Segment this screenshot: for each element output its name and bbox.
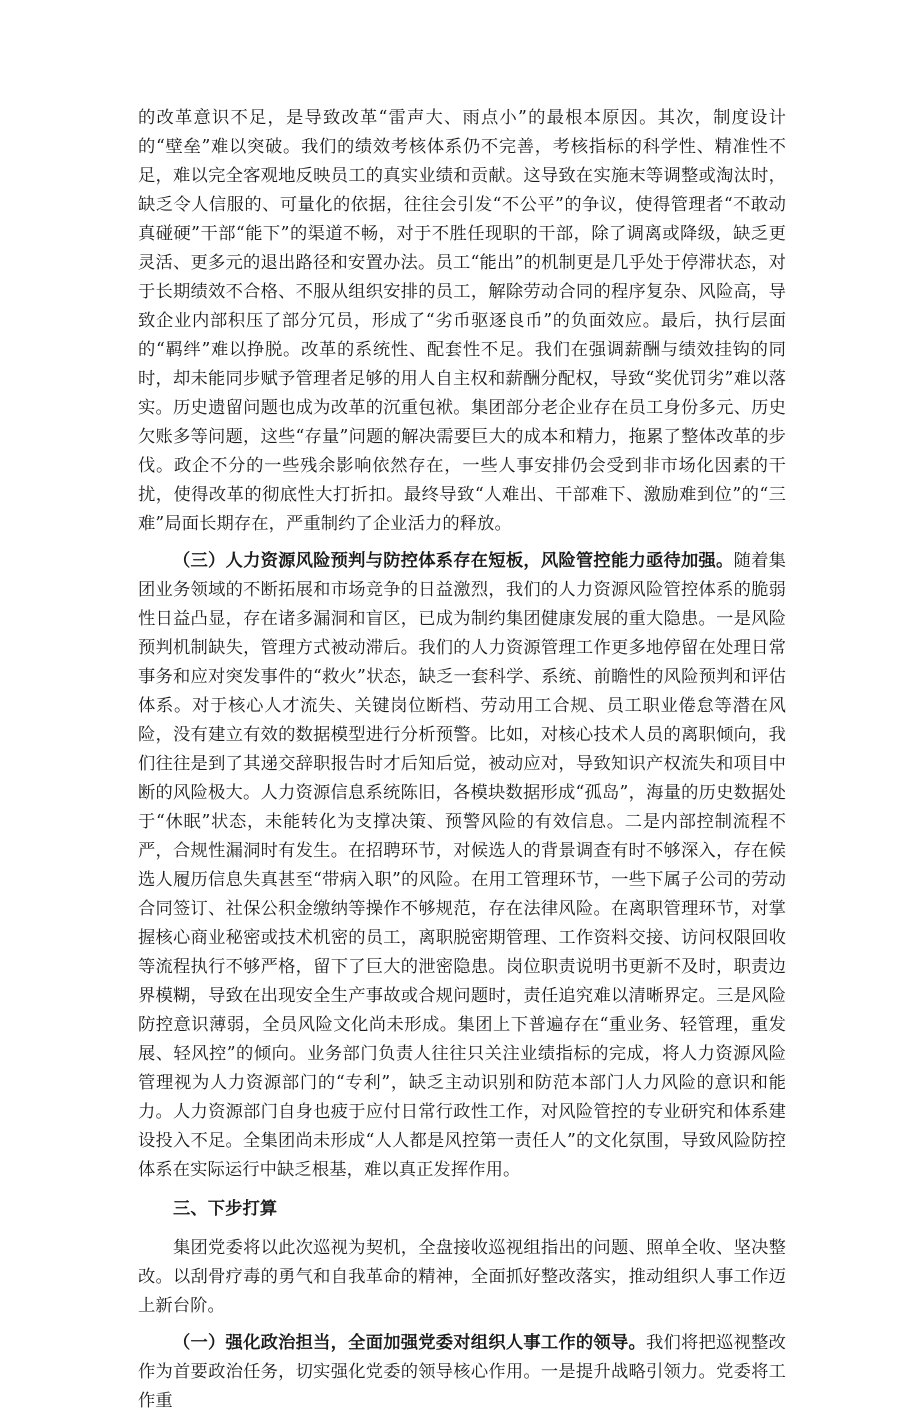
paragraph-political-responsibility bbox=[138, 1329, 786, 1416]
paragraph-reform-obstacles: 的改革意识不足，是导致改革“雷声大、雨点小”的最根本原因。其次，制度设计的“壁垒”难以突破。我们的绩效考核体系仍不完善，考核指标的科学性、精准性不足，难以完全客观地反映员工的真实业绩和贡献。这导致在实施末等调整或淘汰时，缺乏令人信服的、可量化的依据，往往会引发“不公平”的争议，使得管理者“不敢动真碰硬”干部“能下”的渠道不畅，对于不胜任现职的干部，除了调离或降级，缺乏更灵活、更多元的退出路径和安置办法。员工“能出”的机制更是几乎处于停滞状态，对于长期绩效不合格、不服从组织安排的员工，解除劳动合同的程序复杂、风险高，导致企业内部积压了部分冗员，形成了“劣币驱逐良币”的负面效应。最后，执行层面的“羁绊”难以挣脱。改革的系统性、配套性不足。我们在强调薪酬与绩效挂钩的同时，却未能同步赋予管理者足够的用人自主权和薪酬分配权，导致“奖优罚劣”难以落实。历史遗留问题也成为改革的沉重包袱。集团部分老企业存在员工身份多元、历史欠账多等问题，这些“存量”问题的解决需要巨大的成本和精力，拖累了整体改革的步伐。政企不分的一些残余影响依然存在，一些人事安排仍会受到非市场化因素的干扰，使得改革的彻底性大打折扣。最终导致“人难出、干部难下、激励难到位”的“三难”局面长期存在，严重制约了企业活力的释放。 bbox=[138, 108, 786, 534]
paragraph-hr-risk bbox=[138, 547, 786, 1185]
section-heading-next-steps: 三、下步打算 bbox=[173, 1199, 278, 1219]
paragraph-political-responsibility-lead: （一）强化政治担当，全面加强党委对组织人事工作的领导。 bbox=[173, 1333, 646, 1353]
paragraph-hr-risk-body: 随着集团业务领域的不断拓展和市场竞争的日益激烈，我们的人力资源风险管控体系的脆弱性日益凸显，存在诸多漏洞和盲区，已成为制约集团健康发展的重大隐患。一是风险预判机制缺失，管理方式被动滞后。我们的人力资源管理工作更多地停留在处理日常事务和应对突发事件的“救火”状态，缺乏一套科学、系统、前瞻性的风险预判和评估体系。对于核心人才流失、关键岗位断档、劳动用工合规、员工职业倦怠等潜在风险，没有建立有效的数据模型进行分析预警。比如，对核心技术人员的离职倾向，我们往往是到了其递交辞职报告时才后知后觉，被动应对，导致知识产权流失和项目中断的风险极大。人力资源信息系统陈旧，各模块数据形成“孤岛”，海量的历史数据处于“休眠”状态，未能转化为支撑决策、预警风险的有效信息。二是内部控制流程不严，合规性漏洞时有发生。在招聘环节，对候选人的背景调查有时不够深入，存在候选人履历信息失真甚至“带病入职”的风险。在用工管理环节，一些下属子公司的劳动合同签订、社保公积金缴纳等操作不够规范，存在法律风险。在离职管理环节，对掌握核心商业秘密或技术机密的员工，离职脱密期管理、工作资料交接、访问权限回收等流程执行不够严格，留下了巨大的泄密隐患。岗位职责说明书更新不及时，职责边界模糊，导致在出现安全生产事故或合规问题时，责任追究难以清晰界定。三是风险防控意识薄弱，全员风险文化尚未形成。集团上下普遍存在“重业务、轻管理，重发展、轻风控”的倾向。业务部门负责人往往只关注业绩指标的完成，将人力资源风险管理视为人力资源部门的“专利”，缺乏主动识别和防范本部门人力风险的意识和能力。人力资源部门自身也疲于应付日常行政性工作，对风险管控的专业研究和体系建设投入不足。全集团尚未形成“人人都是风控第一责任人”的文化氛围，导致风险防控体系在实际运行中缺乏根基，难以真正发挥作用。 bbox=[138, 551, 786, 1180]
paragraph-hr-risk-lead: （三）人力资源风险预判与防控体系存在短板，风险管控能力亟待加强。 bbox=[173, 551, 734, 571]
paragraph-political-responsibility-body: 我们将把巡视整改作为首要政治任务，切实强化党委的领导核心作用。一是提升战略引领力。党委将工作重 bbox=[138, 1333, 786, 1411]
document-body bbox=[138, 104, 786, 1416]
paragraph-rectification-intro: 集团党委将以此次巡视为契机，全盘接收巡视组指出的问题、照单全收、坚决整改。以刮骨疗毒的勇气和自我革命的精神，全面抓好整改落实，推动组织人事工作迈上新台阶。 bbox=[138, 1238, 786, 1316]
